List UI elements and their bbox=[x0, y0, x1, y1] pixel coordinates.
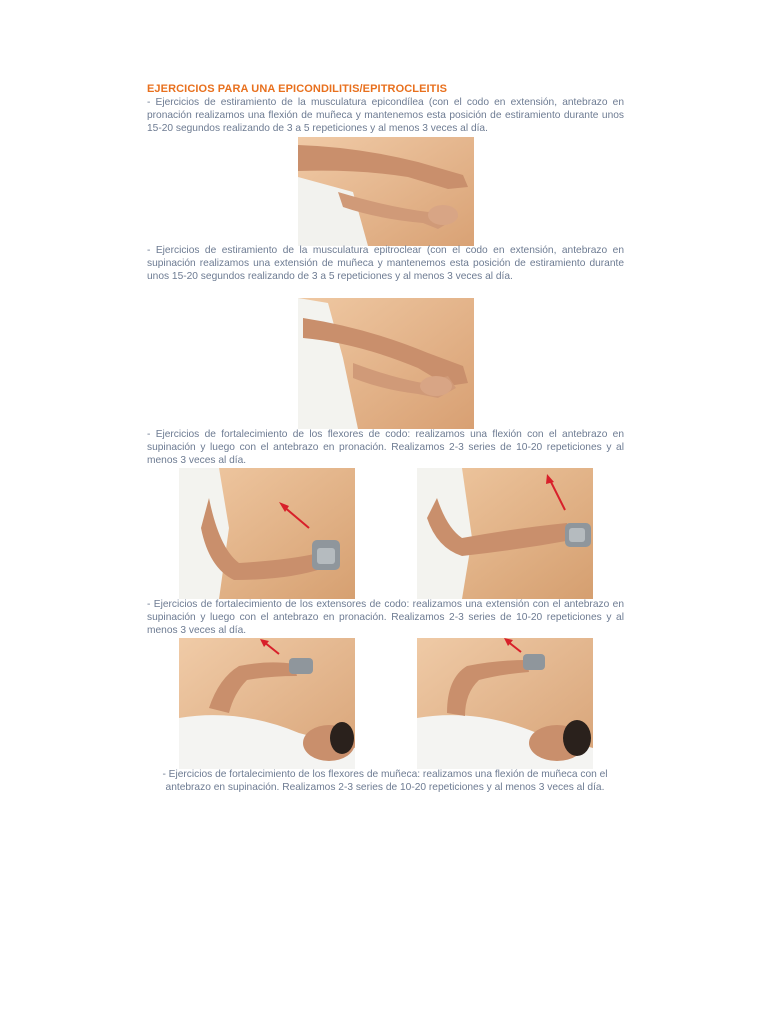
photo-elbow-extension-supination bbox=[179, 638, 355, 769]
photo-epicondylar-stretch bbox=[298, 137, 474, 246]
photo-elbow-flexion-supination bbox=[179, 468, 355, 599]
photo-epitrochlear-stretch bbox=[298, 298, 474, 429]
photo-elbow-flexion-pronation bbox=[417, 468, 593, 599]
paragraph-epicondylar-stretch: - Ejercicios de estiramiento de la musculatura epicondílea (con el codo en extensión, antebrazo en pronación realizamos una flexión de muñeca y mantenemos esta posición de estiramiento durante unos 15-20 segundos realizando de 3 a 5 repeticiones y al menos 3 veces al día. bbox=[147, 97, 624, 135]
paragraph-wrist-flexors: - Ejercicios de fortalecimiento de los flexores de muñeca: realizamos una flexión de muñeca con el antebrazo en supinación. Realizamos 2-3 series de 10-20 repeticiones y al menos 3 veces al día. bbox=[162, 769, 608, 794]
paragraph-epitrochlear-stretch: - Ejercicios de estiramiento de la musculatura epitroclear (con el codo en extensión, antebrazo en supinación realizamos una extensión de muñeca y mantenemos esta posición de estiramiento durante unos 15-20 segundos realizando de 3 a 5 repeticiones y al menos 3 veces al día. bbox=[147, 245, 624, 283]
photo-elbow-extension-pronation bbox=[417, 638, 593, 769]
paragraph-elbow-extensors: - Ejercicios de fortalecimiento de los extensores de codo: realizamos una extensión con el antebrazo en supinación y luego con el antebrazo en pronación. Realizamos 2-3 series de 10-20 repeticiones y al menos 3 veces al día. bbox=[147, 599, 624, 637]
document-title: EJERCICIOS PARA UNA EPICONDILITIS/EPITROCLEITIS bbox=[147, 83, 448, 95]
paragraph-elbow-flexors: - Ejercicios de fortalecimiento de los flexores de codo: realizamos una flexión con el antebrazo en supinación y luego con el antebrazo en pronación. Realizamos 2-3 series de 10-20 repeticiones y al menos 3 veces al día. bbox=[147, 429, 624, 467]
